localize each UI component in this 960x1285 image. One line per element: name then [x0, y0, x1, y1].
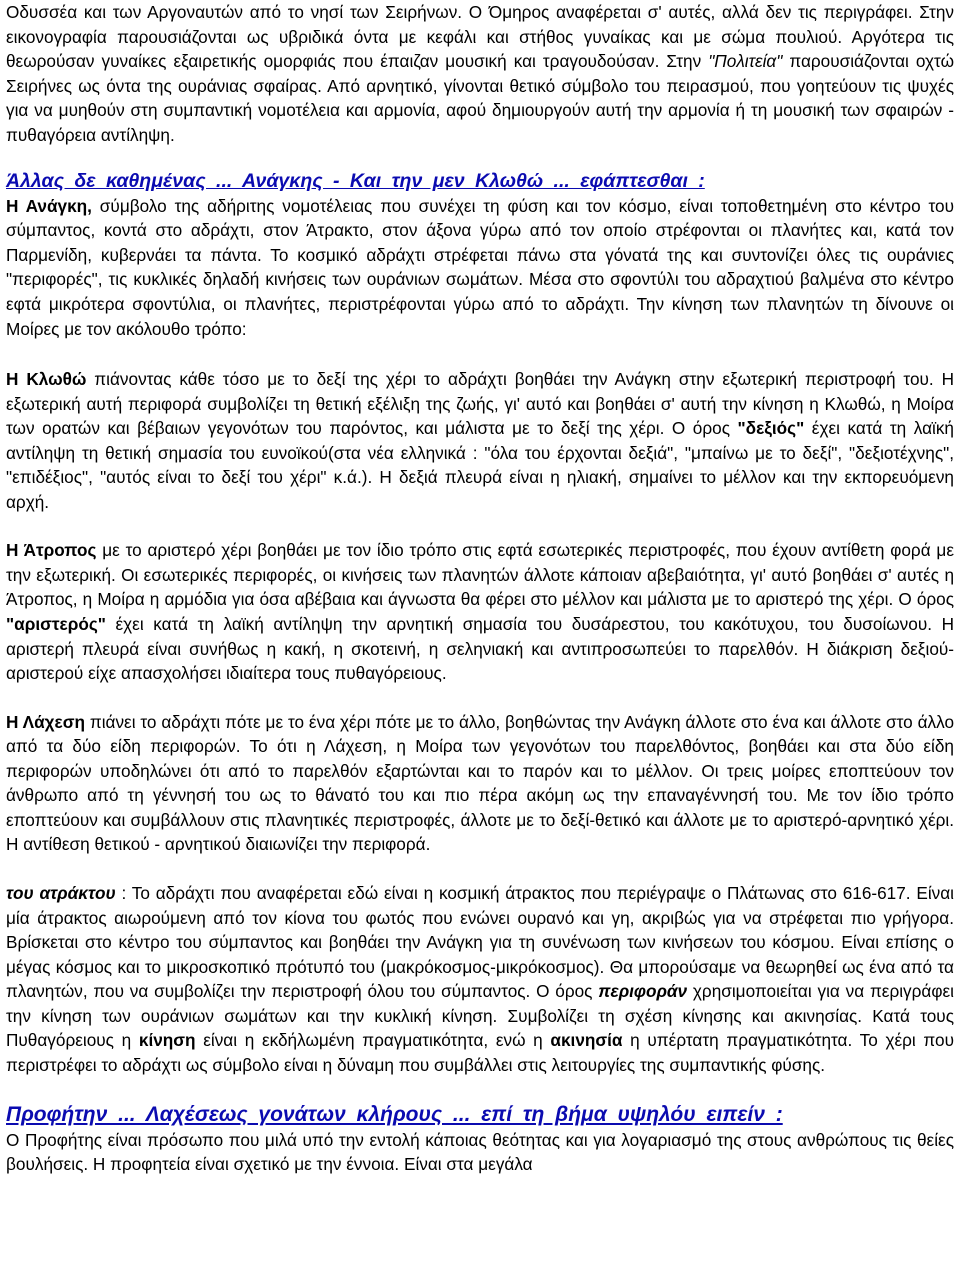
politeia-title: "Πολιτεία"	[708, 51, 783, 72]
section-heading-profitis: Προφήτην ... Λαχέσεως γονάτων κλήρους ... επί τη βήμα υψηλόυ ειπείν :	[6, 1103, 783, 1127]
paragraph-text: χρησιμοποιείται για να περιγράφει την κίνηση των ουράνιων σωμάτων και την κυκλική κίνηση. Συμβολίζει τη σχέση κίνησης και ακινησίας. Κατά τους Πυθαγόρειους η	[6, 981, 954, 1051]
spacer	[6, 1077, 954, 1103]
term-anagki: Η Ανάγκη,	[6, 195, 92, 216]
spacer	[6, 341, 954, 367]
paragraph-text: είναι η εκδήλωμένη πραγματικότητα, ενώ η	[195, 1030, 551, 1051]
paragraph-text: παρουσιάζονται οχτώ Σειρήνες ως όντα της ουράνιας σφαίρας. Από αρνητικό, γίνονται θετικό σύμβολο του πειρασμού, που γοητεύουν τις ψυχές για να μυηθούν στη συμπαντική νομοτέλεια και αρμονία, αφού δημιουργούν αυτή την αρμονία ή τη μουσική των σφαιρών - πυθαγόρεια αντίληψη.	[6, 51, 954, 145]
paragraph-text: η υπέρτατη πραγματικότητα. Το χέρι που περιστρέφει το αδράχτι ως σύμβολο είναι η δύναμη που συμβάλλει στις λειτουργίες της συμπαντικής φύσης.	[6, 1030, 954, 1075]
term-dexios: "δεξιός"	[737, 418, 805, 439]
paragraph-text: : Το αδράχτι που αναφέρεται εδώ είναι η κοσμική άτρακτος που περιέγραψε ο Πλάτωνας στο 616-617. Είναι μία άτρακτος αιωρούμενη από τον κίονα του φωτός που ενώνει ουρανό και γη, ακριβώς για να στρέφεται πιο γρήγορα. Βρίσκεται στο κέντρο του σύμπαντος και βοηθάει την Ανάγκη για τη συνένωση των κινήσεων του κόσμου. Είναι επίσης ο μέγας κόσμος και το μικροσκοπικό πρότυπό του (μακρόκοσμος-μικρόκοσμος). Θα μπορούσαμε να θεωρηθεί ως ένα από τα πλανητών, που να συμβολίζει την περιστροφή όλου του σύμπαντος. Ο όρος	[6, 882, 955, 1002]
paragraph-text: σύμβολο της αδήριτης νομοτέλειας που συνέχει τη φύση και τον κόσμο, είναι τοποθετημένη στο κέντρο του σύμπαντος, κοντά στο αδράχτι, στον Άτρακτο, στον άξονα γύρω από τον οποίο στρέφονται οι πλανήτες και, κατά τον Παρμενίδη, κυβερνάει τα πάντα. Το κοσμικό αδράχτι στρέφεται πάνω στα γόνατά της και συντονίζει όλες τις ουράνιες "περιφορές", τις κυκλικές δηλαδή κινήσεις των ουράνιων σωμάτων. Μέσα στο σφοντύλι του αδραχτιού βαλμένα στο κέντρο εφτά μικρότερα σφοντύλια, οι πλανήτες, περιστρέφονται γύρω από το αδράχτι. Την κίνηση των πλανητών τη δίνουνε οι Μοίρες με τον ακόλουθο τρόπο:	[6, 195, 954, 339]
paragraph-atropos	[6, 538, 954, 685]
term-atropos: Η Άτροπος	[6, 540, 97, 561]
term-periforan: περιφοράν	[598, 981, 688, 1002]
spacer	[6, 147, 954, 169]
term-kinisi: κίνηση	[138, 1030, 196, 1051]
paragraph-text: Ο Προφήτης είναι πρόσωπο που μιλά υπό την εντολή κάποιας θεότητας και για λογαριασμό της στους ανθρώπους τις θείες βουλήσεις. Η προφητεία είναι σχετικό με την έννοια. Είναι στα μεγάλα	[6, 1129, 954, 1175]
spacer	[6, 686, 954, 710]
term-klotho: Η Κλωθώ	[6, 369, 87, 390]
paragraph-lachesis	[6, 710, 954, 857]
paragraph-anagki	[6, 194, 954, 341]
term-aristeros: "αριστερός"	[6, 614, 106, 635]
paragraph-text: έχει κατά τη λαϊκή αντίληψη την αρνητική σημασία του δυσάρεστου, του κακότυχου, του δυσοίωνου. Η αριστερή πλευρά είναι συνήθως η κακή, η σκοτεινή, η σεληνιακή και αντιπροσωπεύει το παρελθόν. Η διάκριση δεξιού-αριστερού είχε απασχολήσει ιδιαίτερα τους πυθαγόρειους.	[6, 614, 954, 684]
paragraph-text: πιάνοντας κάθε τόσο με το δεξί της χέρι το αδράχτι βοηθάει την Ανάγκη στην εξωτερική περιστροφή του. Η εξωτερική αυτή περιφορά συμβολίζει τη θετική εξέλιξη της ζωής, γι' αυτό και βοηθάει σ' αυτή την κίνηση η Κλωθώ, η Μοίρα των ορατών και βέβαιων γεγονότων του παρόντος, και μάλιστα με το δεξί της χέρι. Ο όρος	[6, 369, 954, 439]
paragraph-klotho	[6, 367, 954, 514]
section-heading-anagki: Άλλας δε καθημένας ... Ανάγκης - Και την μεν Κλωθώ ... εφάπτεσθαι :	[6, 170, 705, 193]
spacer	[6, 857, 954, 881]
paragraph-profitis	[6, 1128, 954, 1177]
paragraph-text: με το αριστερό χέρι βοηθάει με τον ίδιο τρόπο στις εφτά εσωτερικές περιστροφές, που έχουν αντίθετη φορά με την εξωτερική. Οι εσωτερικές περιφορές, οι κινήσεις των πλανητών άλλοτε κάποιαν αβεβαιότητα, γι' αυτό βοηθάει σ' αυτές η Άτροπος, η Μοίρα η αρμόδια για όσα αβέβαια και άγνωστα θα φέρει στο μέλλον και μάλιστα με το αριστερό της χέρι. Ο όρος	[6, 540, 954, 610]
term-atraktos: του ατράκτου	[6, 882, 116, 903]
term-lachesis: Η Λάχεση	[6, 711, 85, 732]
paragraph-text: πιάνει το αδράχτι πότε με το ένα χέρι πότε με το άλλο, βοηθώντας την Ανάγκη άλλοτε στο ένα και άλλοτε στο άλλο από τα δύο είδη περιφορών. Το ότι η Λάχεση, η Μοίρα των γεγονότων του παρελθόντος, βοηθάει και στα δύο είδη περιφορών υποδηλώνει ότι από το παρελθόν εξαρτώνται και το παρόν και το μέλλον. Οι τρεις μοίρες εποπτεύουν τον άνθρωπο από τη γέννησή του ως το θάνατό του και πιο πέρα ακόμη ως την επαναγέννησή του. Με τον ίδιο τρόπο εποπτεύουν και συμβάλλουν στις πλανητικές περιστροφές, άλλοτε με το δεξί-θετικό και άλλοτε με το αριστερό-αρνητικό χέρι. Η αντίθεση θετικού - αρνητικού διαιωνίζει την περιφορά.	[6, 711, 954, 855]
paragraph-sirens	[6, 0, 954, 147]
term-akinisia: ακινησία	[550, 1030, 623, 1051]
paragraph-text: Οδυσσέα και των Αργοναυτών από το νησί των Σειρήνων. Ο Όμηρος αναφέρεται σ' αυτές, αλλά δεν τις περιγράφει. Στην εικονογραφία παρουσιάζονται ως υβριδικά όντα με κεφάλι και στήθος γυναίκας και με σώμα πουλιού. Αργότερα τις θεωρούσαν γυναίκες εξαιρετικής ομορφιάς που έπαιζαν μουσική και τραγουδούσαν. Στην	[6, 2, 954, 72]
spacer	[6, 514, 954, 538]
paragraph-atraktos	[6, 881, 954, 1077]
paragraph-text: έχει κατά τη λαϊκή αντίληψη τη θετική σημασία του ευνοϊκού(στα νέα ελληνικά : "όλα του έρχονται δεξιά", "μπαίνω με το δεξί", "δεξιοτέχνης", "επιδέξιος", "αυτός είναι το δεξί του χέρι" κ.ά.). Η δεξιά πλευρά είναι η ηλιακή, σημαίνει το μέλλον και την εκπορευόμενη αρχή.	[6, 418, 954, 512]
